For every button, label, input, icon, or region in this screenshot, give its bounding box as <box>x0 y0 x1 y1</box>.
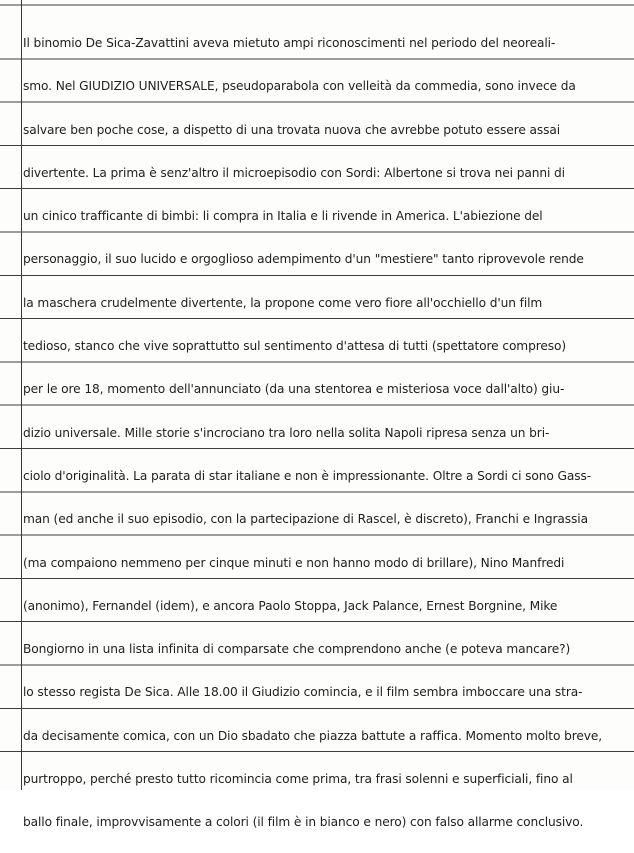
text-line: (anonimo), Fernandel (idem), e ancora Paolo Stoppa, Jack Palance, Ernest Borgnine, Mike <box>23 598 558 613</box>
text-line: lo stesso regista De Sica. Alle 18.00 il Giudizio comincia, e il film sembra imboccare una stra- <box>23 685 583 700</box>
text-line: divertente. La prima è senz'altro il microepisodio con Sordi: Albertone si trova nei panni di <box>23 165 565 180</box>
text-line: un cinico trafficante di bimbi: li compra in Italia e li rivende in America. L'abiezione del <box>23 209 543 224</box>
text-line: purtroppo, perché presto tutto ricomincia come prima, tra frasi solenni e superficiali, fino al <box>23 772 573 787</box>
text-line: Bongiorno in una lista infinita di comparsate che comprendono anche (e poteva mancare?) <box>23 642 571 657</box>
text-line: la maschera crudelmente divertente, la propone come vero fiore all'occhiello d'un film <box>23 295 543 310</box>
text-line: Il binomio De Sica-Zavattini aveva mietuto ampi riconoscimenti nel periodo del neoreali- <box>23 36 556 50</box>
text-line: man (ed anche il suo episodio, con la partecipazione di Rascel, è discreto), Franchi e Ingrassia <box>23 512 588 527</box>
text-line: ballo finale, improvvisamente a colori (il film è in bianco e nero) con falso allarme conclusivo. <box>23 815 584 830</box>
margin-line <box>21 0 22 790</box>
handwritten-text-block <box>23 30 627 853</box>
text-line: (ma compaiono nemmeno per cinque minuti e non hanno modo di brillare), Nino Manfredi <box>23 555 565 570</box>
text-line: smo. Nel GIUDIZIO UNIVERSALE, pseudoparabola con velleità da commedia, sono invece da <box>23 79 576 94</box>
text-line: personaggio, il suo lucido e orgoglioso adempimento d'un "mestiere" tanto riprovevole rende <box>23 252 584 267</box>
text-line: salvare ben poche cose, a dispetto di una trovata nuova che avrebbe potuto essere assai <box>23 122 561 137</box>
text-line: ciolo d'originalità. La parata di star italiane e non è impressionante. Oltre a Sordi ci sono Gass- <box>23 468 592 483</box>
text-line: tedioso, stanco che vive soprattutto sul sentimento d'attesa di tutti (spettatore compreso) <box>23 339 567 354</box>
text-line: dizio universale. Mille storie s'incrociano tra loro nella solita Napoli ripresa senza un bri- <box>23 425 550 440</box>
text-line: per le ore 18, momento dell'annunciato (da una stentorea e misteriosa voce dall'alto) giu- <box>23 382 565 397</box>
text-line: da decisamente comica, con un Dio sbadato che piazza battute a raffica. Momento molto breve, <box>23 728 603 743</box>
